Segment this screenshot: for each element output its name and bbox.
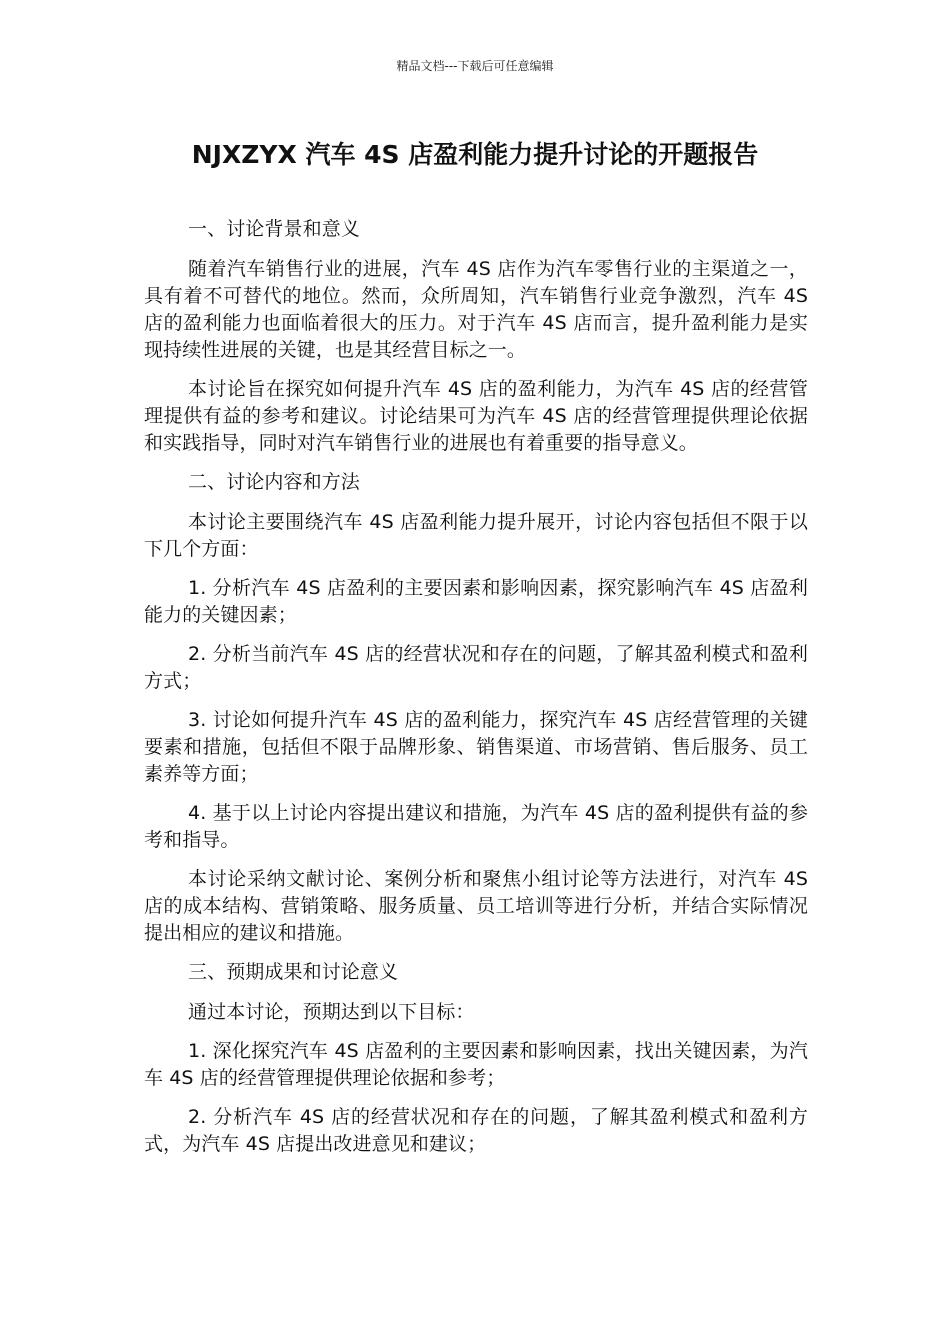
paragraph: 随着汽车销售行业的进展，汽车 4S 店作为汽车零售行业的主渠道之一，具有着不可替代的地位。然而，众所周知，汽车销售行业竞争激烈，汽车 4S 店的盈利能力也面临着很大的压力。对于汽车 4S 店而言，提升盈利能力是实现持续性进展的关键，也是其经营目标之一。	[144, 258, 808, 361]
list-item: 2. 分析当前汽车 4S 店的经营状况和存在的问题，了解其盈利模式和盈利方式；	[144, 643, 808, 692]
section-heading-background: 一、讨论背景和意义	[188, 218, 360, 240]
paragraph: 本讨论旨在探究如何提升汽车 4S 店的盈利能力，为汽车 4S 店的经营管理提供有益的参考和建议。讨论结果可为汽车 4S 店的经营管理提供理论依据和实践指导，同时对汽车销售行业的进展也有着重要的指导意义。	[144, 378, 808, 454]
paragraph: 通过本讨论，预期达到以下目标：	[188, 1001, 475, 1023]
list-item: 2. 分析汽车 4S 店的经营状况和存在的问题，了解其盈利模式和盈利方式，为汽车 4S 店提出改进意见和建议；	[144, 1106, 808, 1155]
list-item: 1. 分析汽车 4S 店盈利的主要因素和影响因素，探究影响汽车 4S 店盈利能力的关键因素；	[144, 577, 808, 626]
list-item: 1. 深化探究汽车 4S 店盈利的主要因素和影响因素，找出关键因素，为汽车 4S 店的经营管理提供理论依据和参考；	[144, 1040, 808, 1089]
header-note: 精品文档---下载后可任意编辑	[396, 59, 554, 73]
section-heading-content-methods: 二、讨论内容和方法	[188, 471, 360, 493]
paragraph: 本讨论采纳文献讨论、案例分析和聚焦小组讨论等方法进行，对汽车 4S 店的成本结构、营销策略、服务质量、员工培训等进行分析，并结合实际情况提出相应的建议和措施。	[144, 868, 808, 944]
document-body	[144, 216, 808, 1170]
document-title: NJXZYX 汽车 4S 店盈利能力提升讨论的开题报告	[191, 140, 759, 169]
list-item: 4. 基于以上讨论内容提出建议和措施，为汽车 4S 店的盈利提供有益的参考和指导。	[144, 802, 808, 851]
paragraph: 本讨论主要围绕汽车 4S 店盈利能力提升展开，讨论内容包括但不限于以下几个方面：	[144, 511, 808, 560]
list-item: 3. 讨论如何提升汽车 4S 店的盈利能力，探究汽车 4S 店经营管理的关键要素和措施，包括但不限于品牌形象、销售渠道、市场营销、售后服务、员工素养等方面；	[144, 709, 808, 785]
section-heading-expected-results: 三、预期成果和讨论意义	[188, 961, 399, 983]
